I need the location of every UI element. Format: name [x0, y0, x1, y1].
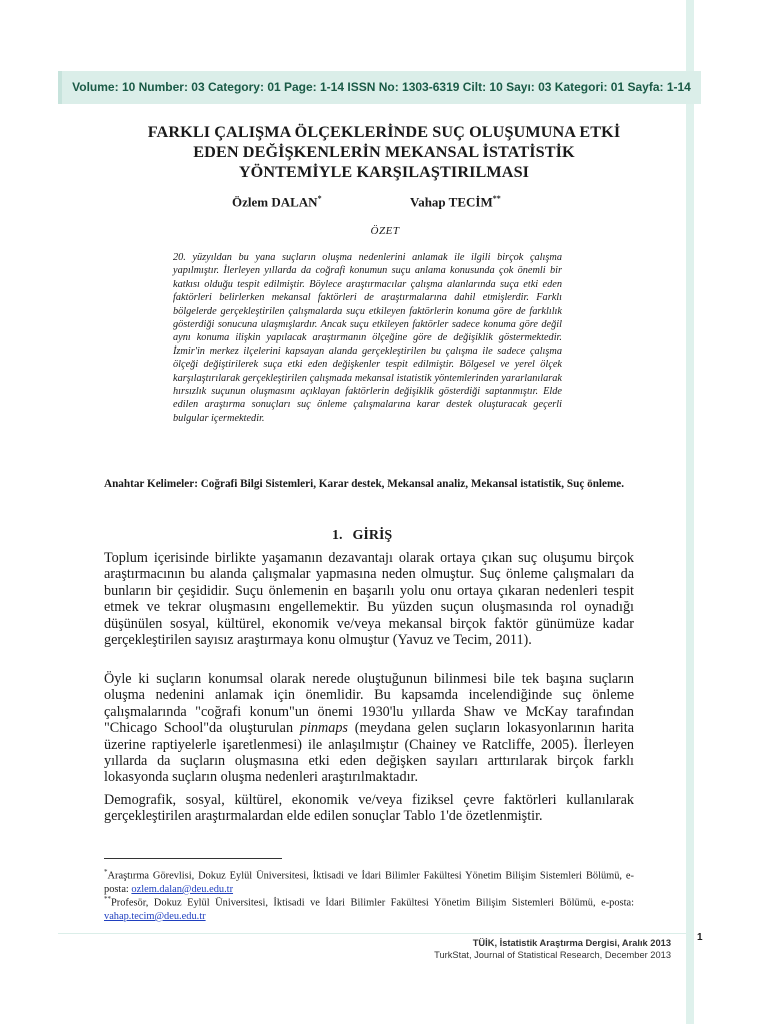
- journal-issue-header: Volume: 10 Number: 03 Category: 01 Page: 1-14 ISSN No: 1303-6319 Cilt: 10 Sayı: 03 Kategori: 01 Sayfa: 1-14: [58, 71, 701, 104]
- author-1-mark: *: [317, 194, 322, 203]
- body-paragraph-2: [104, 671, 634, 786]
- footnote-2: [104, 893, 634, 923]
- footnote-2-mark: **: [104, 895, 111, 903]
- author-1-name: Özlem DALAN: [232, 194, 318, 210]
- footer-journal-en: TurkStat, Journal of Statistical Research, December 2013: [434, 950, 671, 960]
- section-heading: [332, 528, 392, 544]
- decorative-side-bar: [686, 0, 694, 1024]
- footer-journal-tr: TÜİK, İstatistik Araştırma Dergisi, Aralık 2013: [472, 938, 671, 948]
- keywords: Anahtar Kelimeler: Coğrafi Bilgi Sistemleri, Karar destek, Mekansal analiz, Mekansal istatistik, Suç önleme.: [104, 478, 625, 490]
- body-paragraph-3: Demografik, sosyal, kültürel, ekonomik ve/veya fiziksel çevre faktörleri kullanılarak gerçekleştirilen araştırmalardan elde edilen sonuçlar Tablo 1'de özetlenmiştir.: [104, 792, 634, 825]
- footnote-1-mark: *: [104, 868, 108, 876]
- paragraph-2-part-1: Öyle ki suçların konumsal olarak nerede oluştuğunun bilinmesi bile tek başına suçların oluşma nedenini anlamak için önemlidir. Bu kapsamda incelendiğinde suç önleme çalışmalarında "coğrafi konum"un önemi 1930'lu yıllarda Shaw ve McKay tarafından "Chicago School"da oluşturulan: [104, 671, 634, 737]
- footnote-2-text: Profesör, Dokuz Eylül Üniversitesi, İktisadi ve İdari Bilimler Fakültesi Yönetim Bilişim Sistemleri Bölümü, e-posta:: [111, 897, 634, 909]
- abstract-heading: ÖZET: [370, 225, 400, 237]
- paper-title: [100, 122, 668, 182]
- author-2-mark: **: [492, 194, 501, 203]
- author-1: [232, 194, 322, 210]
- footnote-1: [104, 866, 634, 896]
- abstract-text: 20. yüzyıldan bu yana suçların oluşma nedenlerini anlamak ile ilgili birçok çalışma yapılmıştır. İlerleyen yıllarda da coğrafi konumun suçu anlama konusunda çok önemli bir katkısı olduğu tespit edilmiştir. Böylece araştırmacılar çalışma alanlarında suça etki eden faktörleri belirlerken mekansal faktörleri de araştırmalarına dahil etmişlerdir. Farklı bölgelerde gerçekleştirilen çalışmalarda suçu etkileyen faktörlerin konuma göre de farklılık gösterdiği sonucuna ulaşmışlardır. Ancak suçu etkileyen faktörler sadece konuma göre değil aynı konuma ilişkin yapılacak araştırmanın ölçeğine göre de değişiklik göstermektedir. İzmir'in merkez ilçelerini kapsayan alanda gerçekleştirilen bu çalışma ile sadece çalışma ölçeği değiştirilerek suça etki eden değişkenler tespit edilmiştir. Bölgesel ve yerel ölçek karşılaştırılarak gerçekleştirilen çalışmada mekansal istatistik yöntemlerinden yararlanılarak hırsızlık suçunun oluşmasını açıklayan faktörlerin değişiklik gösterdiği saptanmıştır. Elde edilen araştırma sonuçları suç önleme çalışmalarına karar destek oluşturacak geçerli bulgular içermektedir.: [173, 252, 562, 424]
- paragraph-2-italic-term: pinmaps: [299, 720, 348, 737]
- footer-divider: [58, 933, 686, 934]
- author-2: [410, 194, 501, 210]
- author-1-email-link[interactable]: ozlem.dalan@deu.edu.tr: [131, 883, 234, 895]
- footnote-1-text: Araştırma Görevlisi, Dokuz Eylül Üniversitesi, İktisadi ve İdari Bilimler Fakültesi Yönetim Bilişim Sistemleri Bölümü, e-posta:: [104, 870, 634, 895]
- title-line-1: FARKLI ÇALIŞMA ÖLÇEKLERİNDE SUÇ OLUŞUMUNA ETKİ: [147, 123, 621, 141]
- section-title-text: GİRİŞ: [352, 528, 393, 543]
- author-2-email-link[interactable]: vahap.tecim@deu.edu.tr: [104, 910, 206, 922]
- section-number: 1.: [332, 528, 343, 543]
- author-2-name: Vahap TECİM: [410, 194, 493, 210]
- footnote-separator: [104, 858, 282, 859]
- title-line-3: YÖNTEMİYLE KARŞILAŞTIRILMASI: [238, 163, 530, 181]
- title-line-2: EDEN DEĞİŞKENLERİN MEKANSAL İSTATİSTİK: [193, 143, 575, 161]
- body-paragraph-1: Toplum içerisinde birlikte yaşamanın dezavantajı olarak ortaya çıkan suç oluşumu birçok araştırmacının bu alanda çalışmalar yapmasına neden olmuştur. Suç önleme çalışmaları da bunların bir çeşididir. Suçu önlemenin en başarılı yolu onu ortaya çıkaran nedenleri tespit etmek ve tekrar oluşmasını engellemektir. Bu yüzden suçun oluşmasında rol oynadığı düşünülen sosyal, kültürel, ekonomik ve/veya mekansal birçok faktör günümüze kadar gerçekleştirilen sayısız araştırmaya konu olmuştur (Yavuz ve Tecim, 2011).: [104, 550, 634, 649]
- page-number: 1: [697, 932, 703, 943]
- paragraph-2-part-2: (meydana gelen suçların lokasyonlarının harita üzerine raptiyelerle işaretlenmesi) ile anlaşılmıştır (Chainey ve Ratcliffe, 2005). İlerleyen yıllarda da suçların oluşmasına etki eden değişken sayıları arttırılarak birçok farklı lokasyonda suçların oluşma nedenleri araştırılmaktadır.: [104, 720, 634, 786]
